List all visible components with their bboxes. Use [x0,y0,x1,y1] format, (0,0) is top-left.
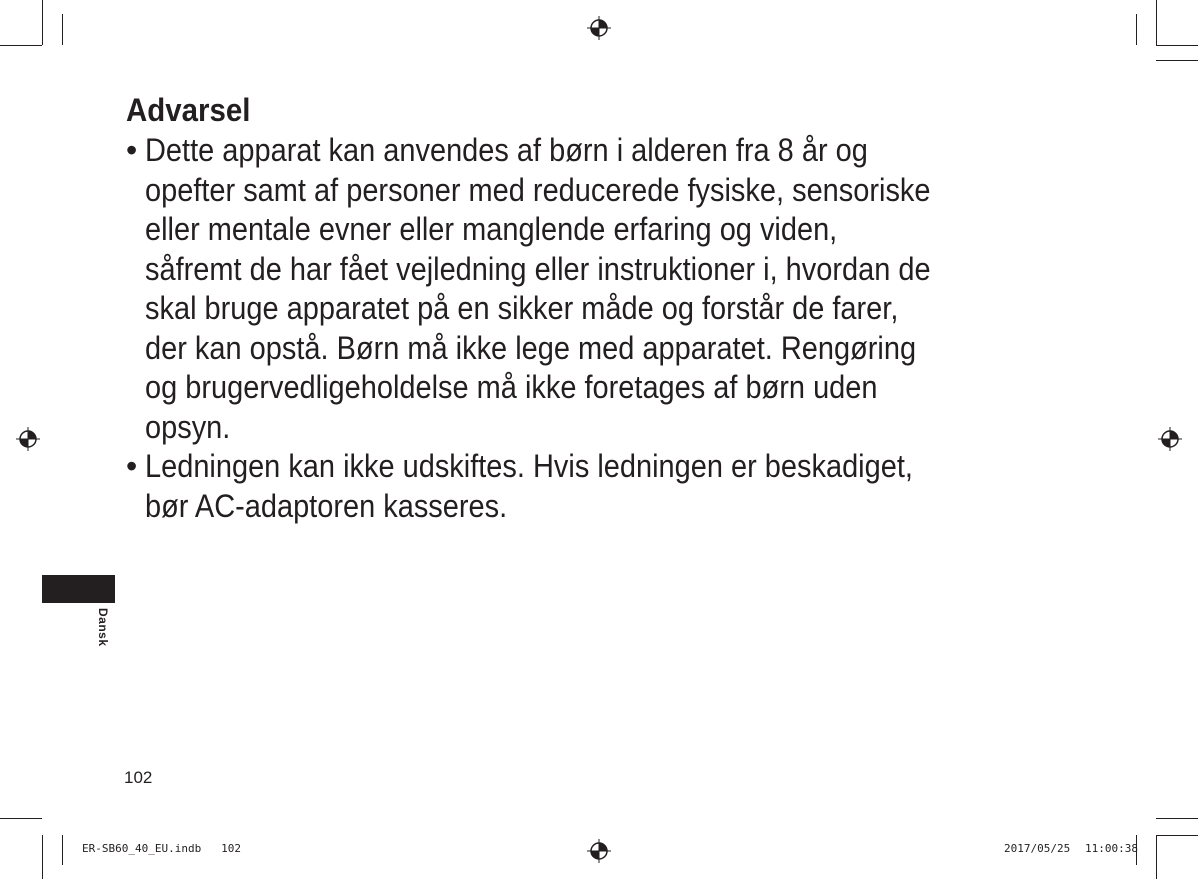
list-item [126,447,1086,526]
crop-mark [62,14,63,45]
crop-mark [1156,60,1198,61]
language-tab [42,575,115,603]
bullet-marker: • [126,448,138,484]
registration-mark-icon [587,16,611,40]
crop-mark [42,0,43,45]
slug-date: 2017/05/25 [1004,842,1071,855]
list-item-text: Dette apparat kan anvendes af børn i alderen fra 8 år og opefter samt af personer med reducerede fysiske, sensoriske eller mentale evner eller manglende erfaring og viden, såfremt de har fået vejledning eller instruktioner i, hvordan de skal bruge apparatet på en sikker måde og forstår de farer, der kan opstå. Børn må ikke lege med apparatet. Rengøring og brugervedligeholdelse må ikke foretages af børn uden opsyn. [145,132,931,445]
crop-mark [1156,835,1198,836]
registration-mark-icon [587,839,611,863]
crop-mark [62,835,63,865]
warning-list [126,131,1086,526]
registration-mark-icon [1158,427,1182,451]
page-number: 102 [124,768,153,787]
crop-mark [1136,14,1137,45]
list-item [126,131,1086,447]
slug-time: 11:00:38 [1085,842,1138,855]
crop-mark [0,45,42,46]
crop-mark [42,835,43,879]
slug-file: ER-SB60_40_EU.indb 102 [82,842,241,855]
language-label: Dansk [96,608,110,647]
crop-mark [1156,835,1157,879]
bullet-marker: • [126,132,138,168]
crop-mark [1156,818,1198,819]
crop-mark [1156,45,1198,46]
section-heading: Advarsel [126,92,251,128]
crop-mark [0,818,42,819]
crop-mark [1156,0,1157,45]
registration-mark-icon [16,427,40,451]
list-item-text: Ledningen kan ikke udskiftes. Hvis ledningen er beskadiget, bør AC-adaptoren kasseres. [145,448,913,524]
